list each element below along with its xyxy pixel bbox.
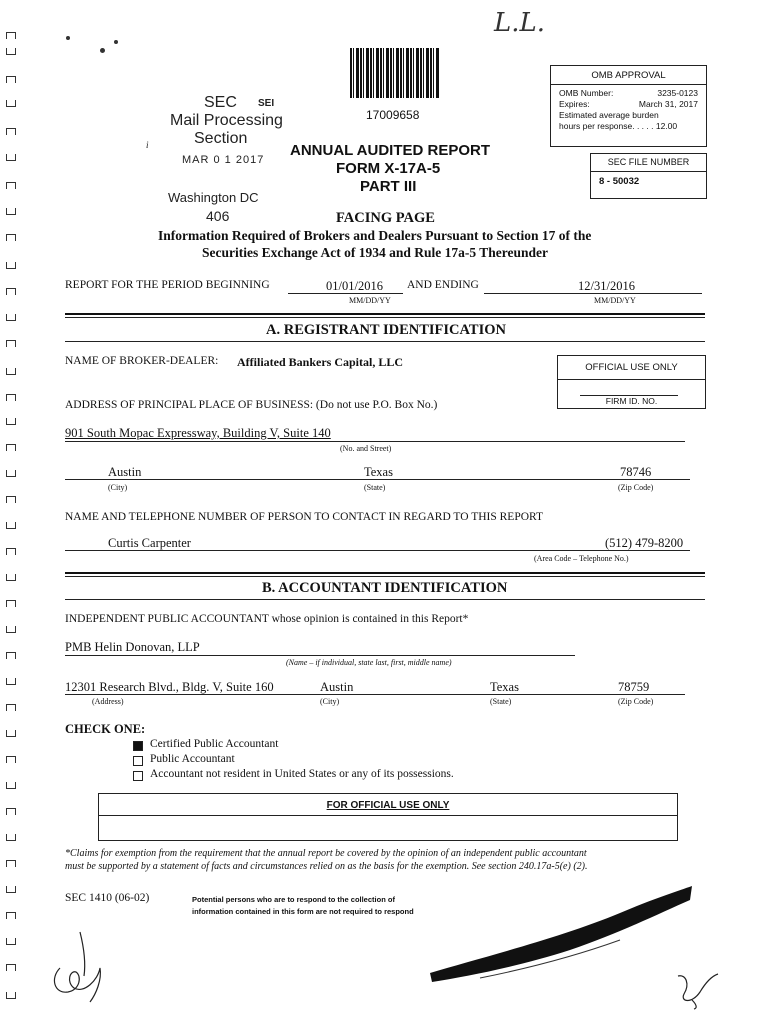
omb-approval-title: OMB APPROVAL (551, 66, 706, 85)
form-part: PART III (360, 178, 417, 195)
for-official-use-box (98, 793, 678, 841)
report-title: ANNUAL AUDITED REPORT (290, 142, 491, 159)
option-public-accountant: Public Accountant (150, 753, 235, 765)
for-official-use-label: FOR OFFICIAL USE ONLY (326, 800, 450, 811)
speck-mark (100, 48, 105, 53)
principal-address-label: ADDRESS OF PRINCIPAL PLACE OF BUSINESS: (Do not use P.O. Box No.) (65, 399, 438, 411)
sec-file-number-value: 8 - 50032 (599, 176, 640, 187)
accountant-label: INDEPENDENT PUBLIC ACCOUNTANT whose opinion is contained in this Report* (65, 613, 469, 625)
stamp-line-date: MAR 0 1 2017 (182, 154, 265, 166)
section-b-title: B. ACCOUNTANT IDENTIFICATION (262, 580, 508, 596)
stamp-line-sec: SEC (204, 94, 237, 111)
checkbox-accountant-not-resident[interactable] (133, 771, 143, 781)
sec-form-id: SEC 1410 (06-02) (65, 892, 150, 904)
stamp-line-section: Section (194, 130, 248, 147)
handwritten-initials: L.L. (494, 8, 546, 38)
zip-caption: (Zip Code) (618, 483, 654, 492)
sec-stamp (160, 92, 300, 232)
broker-dealer-label: NAME OF BROKER-DEALER: (65, 355, 219, 367)
contact-label: NAME AND TELEPHONE NUMBER OF PERSON TO CONTACT IN REGARD TO THIS REPORT (65, 511, 544, 523)
info-required-line2: Securities Exchange Act of 1934 and Rule 17a-5 Thereunder (202, 245, 548, 260)
official-use-label: OFFICIAL USE ONLY (558, 356, 705, 380)
footnote-line1: *Claims for exemption from the requirement that the annual report be covered by the opinion of an independent public accountant (65, 848, 587, 859)
city-value: Austin (108, 465, 142, 479)
state-value: Texas (364, 465, 393, 479)
accountant-name-caption: (Name – if individual, state last, first, middle name) (286, 658, 452, 667)
check-one-label: CHECK ONE: (65, 722, 146, 736)
section-a-title: A. REGISTRANT IDENTIFICATION (266, 322, 506, 338)
sec-file-number-label: SEC FILE NUMBER (591, 154, 706, 172)
city-caption: (City) (108, 483, 128, 492)
checkbox-certified-public-accountant[interactable] (133, 741, 143, 751)
phone-caption: (Area Code – Telephone No.) (534, 554, 629, 563)
accountant-zip-caption: (Zip Code) (618, 697, 654, 706)
stamp-line-sec-partial: SEI (258, 98, 275, 109)
speck-mark (66, 36, 70, 40)
option-accountant-not-resident: Accountant not resident in United States or any of its possessions. (150, 768, 454, 780)
omb-burden-line2: hours per response. . . . . 12.00 (559, 121, 678, 131)
contact-phone-value: (512) 479-8200 (605, 536, 684, 550)
period-label: REPORT FOR THE PERIOD BEGINNING (65, 279, 270, 291)
footnote-line2: must be supported by a statement of facts and circumstances relied on as the basis for the exemption. See section 240.17a-5(e) (2). (65, 861, 588, 872)
omb-approval-box (550, 65, 707, 147)
omb-expires-value: March 31, 2017 (638, 99, 698, 109)
speck-mark (114, 40, 118, 44)
form-number: FORM X-17A-5 (336, 160, 441, 177)
redaction-mark (420, 878, 700, 988)
stamp-line-washington: Washington DC (168, 190, 259, 205)
accountant-address-value: 12301 Research Blvd., Bldg. V, Suite 160 (65, 680, 274, 694)
info-required-line1: Information Required of Brokers and Dealers Pursuant to Section 17 of the (158, 228, 592, 243)
omb-burden-line1: Estimated average burden (559, 110, 659, 120)
checkbox-public-accountant[interactable] (133, 756, 143, 766)
stray-mark: i (146, 140, 149, 150)
accountant-state-caption: (State) (490, 697, 512, 706)
stamp-line-number: 406 (206, 208, 230, 224)
barcode-number: 17009658 (366, 108, 420, 122)
accountant-city-caption: (City) (320, 697, 340, 706)
barcode-graphic (350, 48, 440, 98)
firm-id-label: FIRM ID. NO. (605, 396, 658, 406)
omb-expires-label: Expires: (559, 99, 590, 109)
period-and-ending-label: AND ENDING (407, 279, 479, 291)
accountant-name-value: PMB Helin Donovan, LLP (65, 640, 200, 654)
initial-scribble (672, 970, 722, 1010)
contact-name-value: Curtis Carpenter (108, 536, 191, 550)
stamp-line-mail-processing: Mail Processing (170, 112, 283, 129)
period-begin-format: MM/DD/YY (349, 296, 391, 305)
accountant-zip-value: 78759 (618, 680, 650, 694)
accountant-city-value: Austin (320, 680, 354, 694)
state-caption: (State) (364, 483, 386, 492)
signature-scribble (40, 928, 130, 1018)
facing-page-title: FACING PAGE (336, 210, 435, 226)
period-begin-value: 01/01/2016 (326, 279, 383, 293)
period-end-format: MM/DD/YY (594, 296, 636, 305)
accountant-address-caption: (Address) (92, 697, 124, 706)
sec-file-number-box (590, 153, 707, 199)
collection-notice-line1: Potential persons who are to respond to the collection of (192, 895, 395, 904)
official-use-box (557, 355, 706, 409)
omb-number-label: OMB Number: (559, 88, 614, 98)
collection-notice-line2: information contained in this form are not required to respond (192, 907, 414, 916)
option-certified-public-accountant: Certified Public Accountant (150, 738, 279, 750)
street-address-value: 901 South Mopac Expressway, Building V, Suite 140 (65, 426, 331, 440)
broker-dealer-value: Affiliated Bankers Capital, LLC (237, 355, 404, 369)
zip-value: 78746 (620, 465, 652, 479)
accountant-state-value: Texas (490, 680, 519, 694)
period-end-value: 12/31/2016 (578, 279, 635, 293)
omb-number-value: 3235-0123 (657, 88, 698, 98)
street-caption: (No. and Street) (340, 444, 392, 453)
